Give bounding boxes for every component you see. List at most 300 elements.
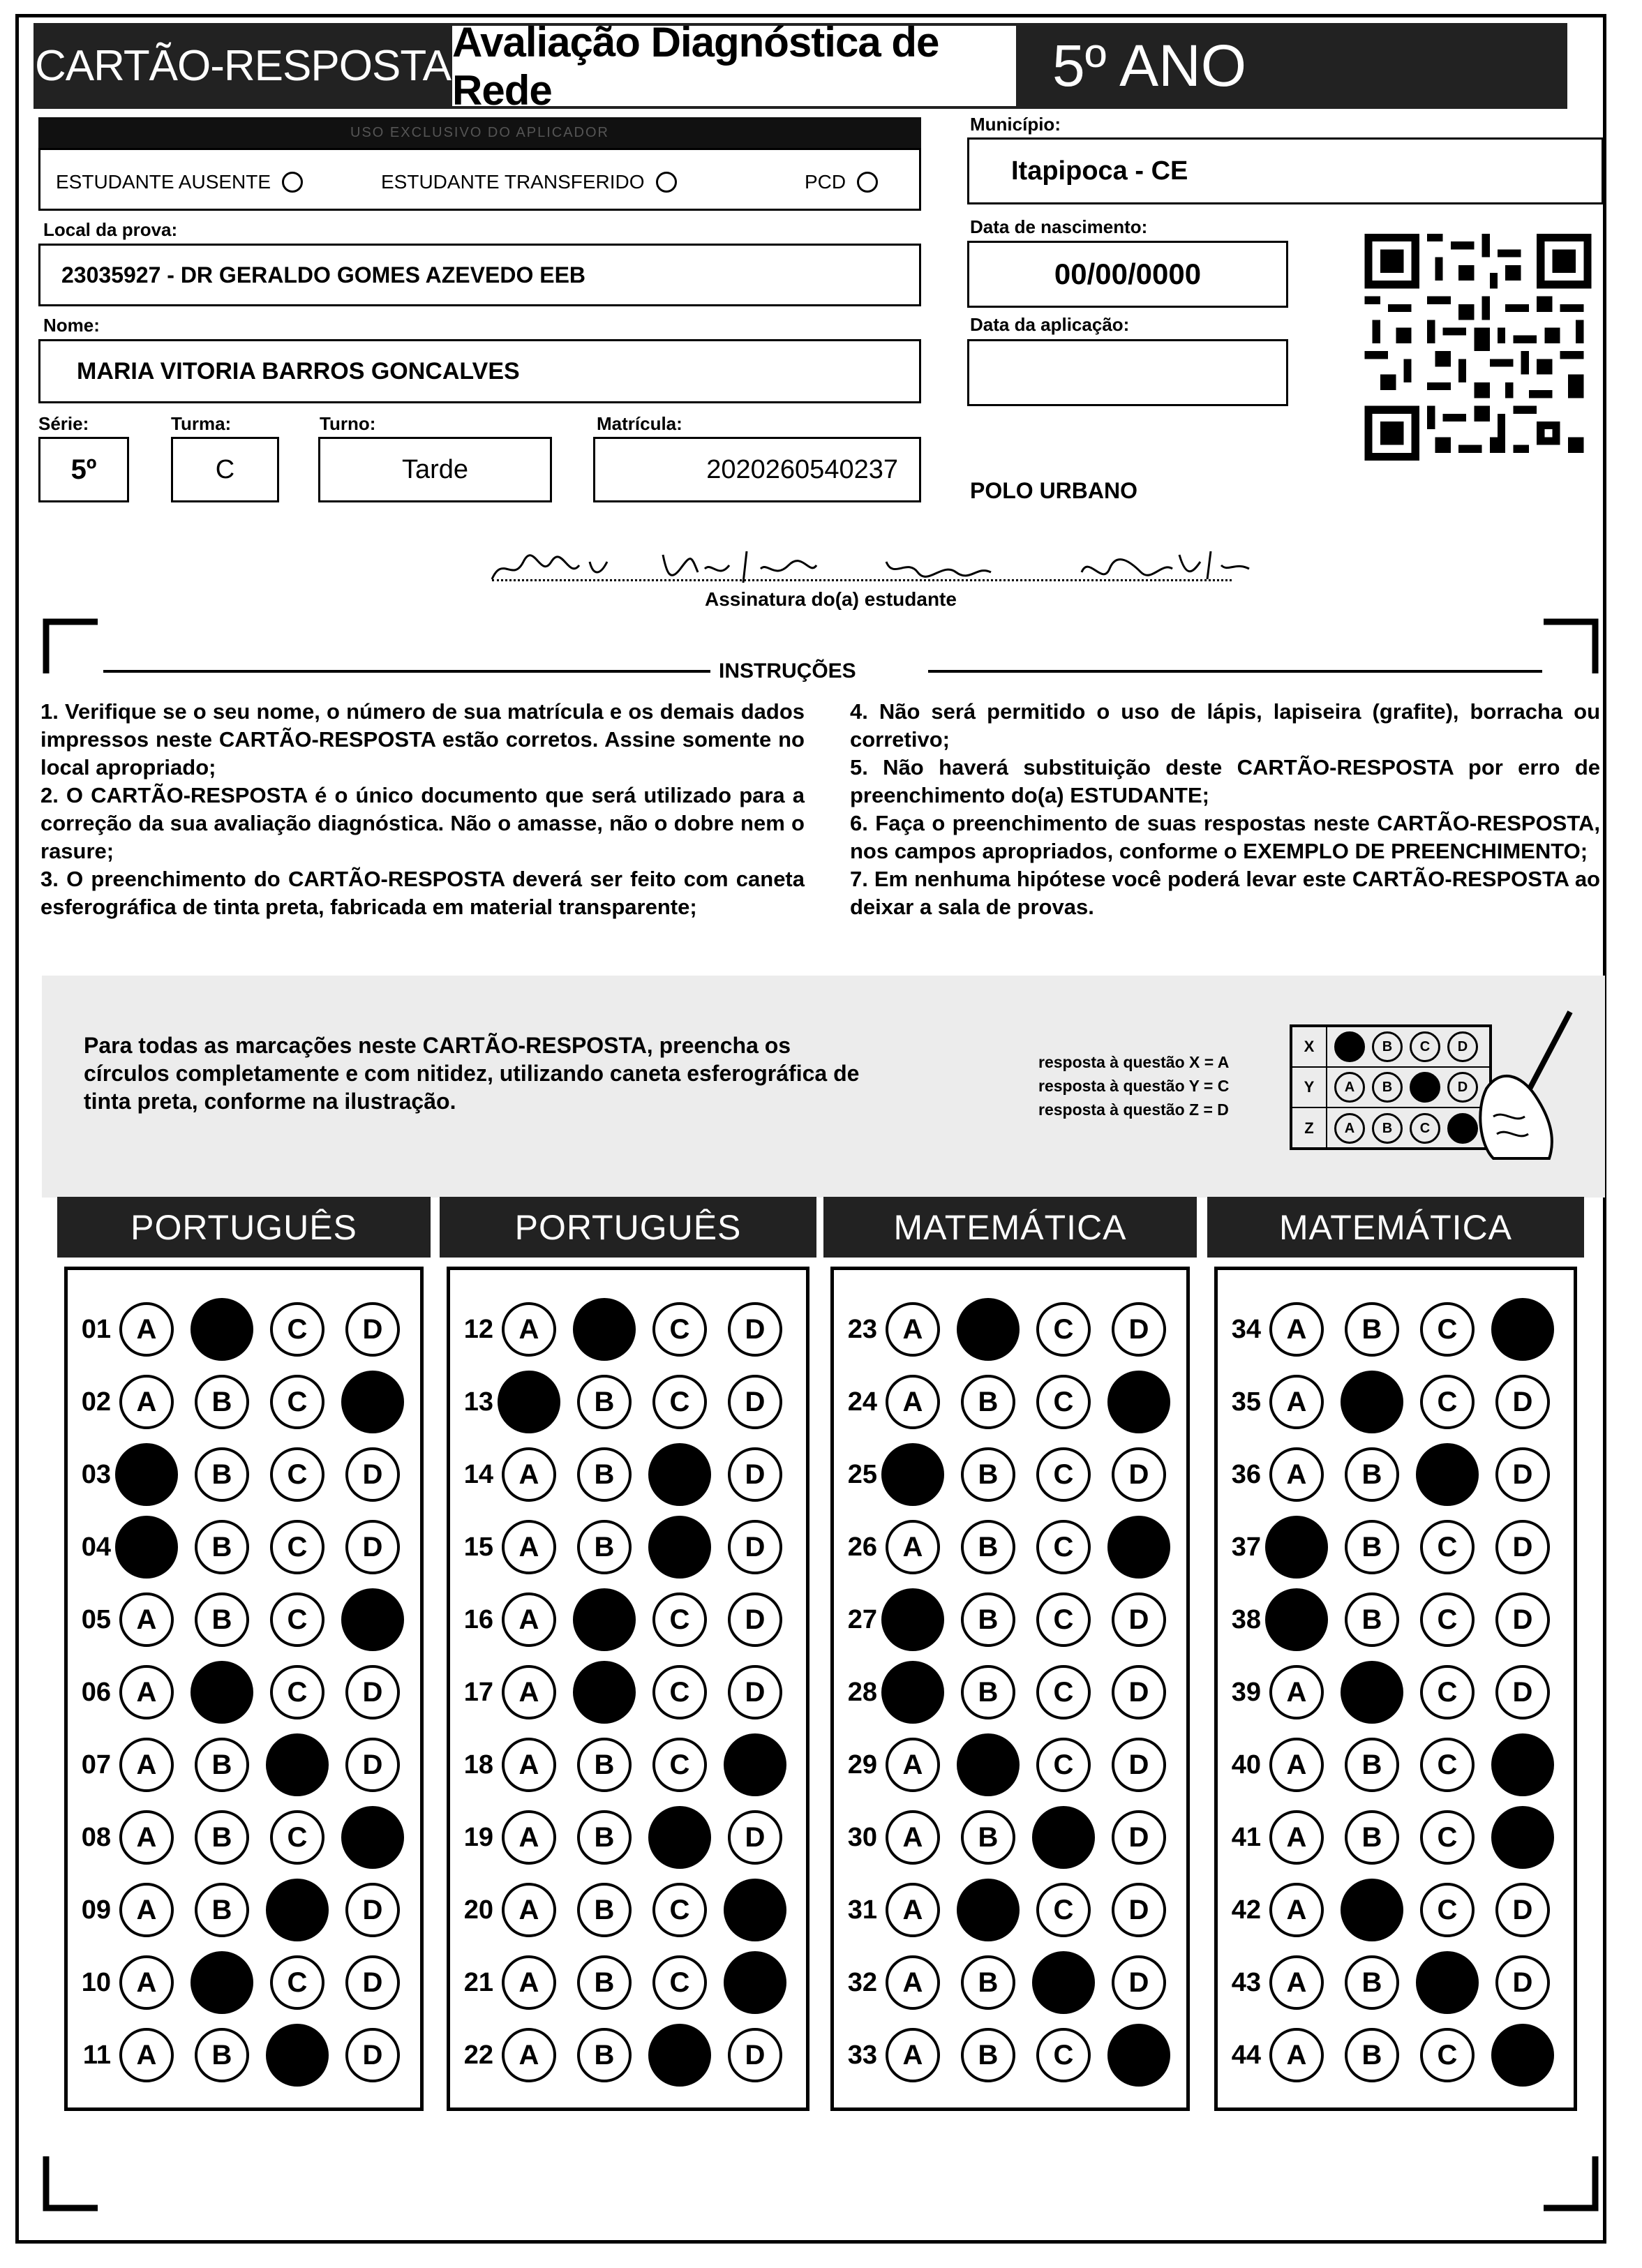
pcd-option[interactable] xyxy=(805,171,878,193)
answer-bubble-filled[interactable] xyxy=(1491,1733,1554,1796)
question-row xyxy=(834,2020,1187,2090)
absent-option[interactable] xyxy=(56,171,303,193)
answer-bubble[interactable]: D xyxy=(345,1665,400,1719)
applicator-strip: USO EXCLUSIVO DO APLICADOR xyxy=(38,117,921,149)
answer-bubble[interactable]: D xyxy=(1495,1520,1550,1574)
example-bubble: C xyxy=(1410,1031,1440,1062)
answer-bubble[interactable]: C xyxy=(1036,1738,1091,1792)
question-number: 36 xyxy=(1231,1459,1261,1489)
answer-bubble[interactable]: A xyxy=(119,1738,174,1792)
question-number: 16 xyxy=(463,1604,493,1634)
answer-bubble-filled[interactable] xyxy=(573,1588,636,1651)
question-number: 38 xyxy=(1231,1604,1261,1634)
answer-bubble[interactable]: A xyxy=(119,1665,174,1719)
polo-label: POLO URBANO xyxy=(970,478,1137,503)
answer-bubble[interactable]: C xyxy=(1036,1520,1091,1574)
answer-bubble[interactable]: B xyxy=(1345,1447,1399,1502)
answer-bubble[interactable]: A xyxy=(1269,2028,1324,2082)
answer-bubble[interactable]: C xyxy=(270,1520,324,1574)
example-bubble: B xyxy=(1372,1072,1403,1103)
corner-mark-top-left xyxy=(42,618,98,673)
instruction-6: 6. Faça o preenchimento de suas respostas neste CARTÃO-RESPOSTA, nos campos apropriados, conforme o EXEMPLO DE PREENCHIMENTO; xyxy=(850,811,1600,863)
answer-bubble[interactable]: D xyxy=(1112,1883,1166,1937)
answer-bubble[interactable]: A xyxy=(502,1955,556,2010)
answer-bubble[interactable]: C xyxy=(1036,1592,1091,1647)
corner-mark-bottom-left xyxy=(42,2156,98,2212)
answer-bubble[interactable]: C xyxy=(270,1375,324,1429)
answer-bubble-filled[interactable] xyxy=(1107,2024,1170,2087)
status-box xyxy=(38,148,921,211)
pcd-bubble[interactable] xyxy=(857,172,878,193)
answer-bubble-filled[interactable] xyxy=(648,1806,711,1869)
answer-bubble[interactable]: B xyxy=(577,1955,632,2010)
serie-label: Série: xyxy=(38,413,89,434)
example-row xyxy=(1292,1108,1489,1149)
answer-bubble[interactable]: D xyxy=(1495,1955,1550,2010)
question-row xyxy=(450,2020,803,2090)
municipio-label: Município: xyxy=(970,114,1061,135)
section-header: MATEMÁTICA xyxy=(1207,1197,1584,1258)
answer-bubble[interactable]: D xyxy=(1112,1592,1166,1647)
answer-bubble[interactable]: B xyxy=(961,1520,1015,1574)
answer-bubble-filled[interactable] xyxy=(266,1733,329,1796)
answer-bubble[interactable]: D xyxy=(345,1883,400,1937)
question-number: 04 xyxy=(81,1532,111,1562)
answer-bubble[interactable]: D xyxy=(728,1302,782,1357)
question-number: 40 xyxy=(1231,1750,1261,1780)
question-number: 17 xyxy=(463,1677,493,1707)
answer-bubble[interactable]: D xyxy=(1112,1447,1166,1502)
question-row xyxy=(834,1948,1187,2017)
answer-bubble[interactable]: B xyxy=(961,1955,1015,2010)
question-number: 01 xyxy=(81,1314,111,1344)
answer-bubble[interactable]: A xyxy=(886,1955,940,2010)
hand-pen-icon xyxy=(1472,1005,1577,1165)
question-number: 11 xyxy=(82,2040,111,2070)
example-text: Para todas as marcações neste CARTÃO-RESPOSTA, preencha os círculos completamente e com nitidez, utilizando caneta esferográfica de tinta preta, conforme na ilustração. xyxy=(84,1033,860,1114)
instruction-2: 2. O CARTÃO-RESPOSTA é o único documento que será utilizado para a correção da sua avaliação diagnóstica. Não o amasse, não o dobre nem o rasure; xyxy=(40,783,805,863)
answer-bubble[interactable]: A xyxy=(1269,1665,1324,1719)
answer-bubble-filled[interactable] xyxy=(498,1371,560,1433)
answer-bubble-filled[interactable] xyxy=(1107,1516,1170,1579)
answer-bubble[interactable]: A xyxy=(502,1520,556,1574)
answer-bubble[interactable]: A xyxy=(502,2028,556,2082)
answer-bubble-filled[interactable] xyxy=(1107,1371,1170,1433)
answer-bubble-filled[interactable] xyxy=(881,1661,944,1724)
answer-bubble[interactable]: C xyxy=(270,1810,324,1865)
question-number: 30 xyxy=(847,1822,877,1852)
question-row xyxy=(450,1875,803,1945)
answer-bubble[interactable]: C xyxy=(1036,2028,1091,2082)
answer-bubble-filled[interactable] xyxy=(1341,1879,1403,1941)
answer-bubble[interactable]: C xyxy=(1036,1665,1091,1719)
question-row xyxy=(450,1295,803,1364)
question-row xyxy=(68,1585,421,1655)
answer-bubble-filled[interactable] xyxy=(724,1951,786,2014)
answer-bubble[interactable]: B xyxy=(577,1447,632,1502)
instructions-left xyxy=(40,698,805,921)
instructions-title: INSTRUÇÕES xyxy=(719,659,856,682)
example-row xyxy=(1292,1068,1489,1108)
question-row xyxy=(450,1512,803,1582)
answer-bubble[interactable]: A xyxy=(1269,1447,1324,1502)
question-number: 37 xyxy=(1231,1532,1261,1562)
question-row xyxy=(834,1585,1187,1655)
answer-bubble[interactable]: A xyxy=(502,1810,556,1865)
turno-label: Turno: xyxy=(320,413,376,434)
answer-bubble[interactable]: A xyxy=(1269,1738,1324,1792)
example-bubble: B xyxy=(1372,1031,1403,1062)
question-row xyxy=(450,1440,803,1509)
answer-bubble[interactable]: A xyxy=(119,2028,174,2082)
answer-bubble[interactable]: B xyxy=(961,1592,1015,1647)
question-number: 18 xyxy=(463,1750,493,1780)
example-question-label: Z xyxy=(1292,1108,1327,1149)
answer-bubble-filled[interactable] xyxy=(266,1879,329,1941)
answer-bubble[interactable]: A xyxy=(1269,1375,1324,1429)
answer-bubble[interactable]: D xyxy=(1112,1738,1166,1792)
signature-label: Assinatura do(a) estudante xyxy=(705,588,957,610)
question-row xyxy=(1218,1440,1571,1509)
answer-bubble-filled[interactable] xyxy=(1032,1951,1095,2014)
question-row xyxy=(834,1440,1187,1509)
answer-bubble-filled[interactable] xyxy=(648,1516,711,1579)
answer-bubble[interactable]: D xyxy=(345,1520,400,1574)
transferred-label: ESTUDANTE TRANSFERIDO xyxy=(381,171,645,193)
example-table xyxy=(1290,1024,1492,1150)
answer-bubble[interactable]: B xyxy=(577,1883,632,1937)
answer-bubble-filled[interactable] xyxy=(191,1951,253,2014)
answer-bubble[interactable]: C xyxy=(1036,1302,1091,1357)
section-header: PORTUGUÊS xyxy=(57,1197,431,1258)
answer-bubble[interactable]: C xyxy=(652,1883,707,1937)
answer-bubble[interactable]: A xyxy=(886,1810,940,1865)
section-header: MATEMÁTICA xyxy=(823,1197,1197,1258)
question-number: 05 xyxy=(81,1604,111,1634)
answer-bubble[interactable]: D xyxy=(728,1665,782,1719)
answer-bubble[interactable]: D xyxy=(1495,1447,1550,1502)
answer-bubble[interactable]: D xyxy=(1112,1665,1166,1719)
question-row xyxy=(450,1803,803,1872)
answer-bubble-filled[interactable] xyxy=(881,1443,944,1506)
answer-bubble[interactable]: D xyxy=(728,2028,782,2082)
question-number: 34 xyxy=(1231,1314,1261,1344)
answer-bubble[interactable]: B xyxy=(195,1738,249,1792)
answer-bubble[interactable]: D xyxy=(728,1592,782,1647)
answer-bubble-filled[interactable] xyxy=(1416,1443,1479,1506)
answer-bubble-filled[interactable] xyxy=(341,1371,404,1433)
answer-bubble[interactable]: A xyxy=(1269,1810,1324,1865)
answer-bubble[interactable]: A xyxy=(1269,1883,1324,1937)
question-number: 28 xyxy=(847,1677,877,1707)
answer-bubble-filled[interactable] xyxy=(1032,1806,1095,1869)
answer-bubble[interactable]: A xyxy=(119,1375,174,1429)
question-row xyxy=(1218,1295,1571,1364)
answer-bubble[interactable]: A xyxy=(502,1447,556,1502)
answer-bubble-filled[interactable] xyxy=(191,1298,253,1361)
question-number: 32 xyxy=(847,1967,877,1997)
answer-bubble[interactable]: C xyxy=(1420,1665,1475,1719)
answer-bubble-filled[interactable] xyxy=(957,1733,1020,1796)
question-row xyxy=(1218,1803,1571,1872)
answer-bubble[interactable]: B xyxy=(195,1520,249,1574)
answer-bubble[interactable]: B xyxy=(961,1810,1015,1865)
question-number: 03 xyxy=(81,1459,111,1489)
card-title: CARTÃO-RESPOSTA xyxy=(33,23,452,109)
instructions-rule-left xyxy=(103,670,710,673)
answer-bubble-filled[interactable] xyxy=(648,2024,711,2087)
instruction-7: 7. Em nenhuma hipótese você poderá levar este CARTÃO-RESPOSTA ao deixar a sala de provas. xyxy=(850,867,1600,919)
answer-bubble-filled[interactable] xyxy=(191,1661,253,1724)
answer-grid xyxy=(447,1267,809,2111)
answer-bubble[interactable]: B xyxy=(1345,1955,1399,2010)
answer-bubble[interactable]: B xyxy=(1345,1592,1399,1647)
answer-bubble-filled[interactable] xyxy=(1265,1516,1328,1579)
answer-bubble[interactable]: D xyxy=(728,1520,782,1574)
answer-bubble-filled[interactable] xyxy=(115,1443,178,1506)
answer-bubble[interactable]: A xyxy=(886,1738,940,1792)
answer-bubble[interactable]: B xyxy=(1345,1810,1399,1865)
question-row xyxy=(834,1730,1187,1800)
answer-bubble[interactable]: B xyxy=(577,1810,632,1865)
answer-bubble-filled[interactable] xyxy=(957,1298,1020,1361)
aplicacao-field[interactable] xyxy=(967,339,1288,406)
answer-bubble[interactable]: B xyxy=(577,2028,632,2082)
question-row xyxy=(1218,1367,1571,1437)
question-number: 39 xyxy=(1231,1677,1261,1707)
answer-bubble[interactable]: A xyxy=(119,1883,174,1937)
example-line-z: resposta à questão Z = D xyxy=(1038,1101,1229,1119)
example-question-label: Y xyxy=(1292,1068,1327,1107)
answer-bubble[interactable]: C xyxy=(1036,1447,1091,1502)
question-row xyxy=(1218,1730,1571,1800)
answer-bubble[interactable]: B xyxy=(961,1375,1015,1429)
question-row xyxy=(1218,1657,1571,1727)
answer-bubble[interactable]: C xyxy=(652,1955,707,2010)
answer-bubble[interactable]: A xyxy=(119,1810,174,1865)
answer-grid xyxy=(1214,1267,1577,2111)
answer-bubble[interactable]: C xyxy=(270,1955,324,2010)
question-number: 29 xyxy=(847,1750,877,1780)
answer-bubble[interactable]: A xyxy=(886,1883,940,1937)
example-question-label: X xyxy=(1292,1027,1327,1066)
instruction-3: 3. O preenchimento do CARTÃO-RESPOSTA deverá ser feito com caneta esferográfica de tinta preta, fabricada em material transparente; xyxy=(40,867,805,919)
answer-bubble[interactable]: A xyxy=(502,1592,556,1647)
example-row xyxy=(1292,1027,1489,1068)
answer-bubble[interactable]: A xyxy=(886,2028,940,2082)
answer-bubble-filled[interactable] xyxy=(1491,2024,1554,2087)
answer-bubble[interactable]: C xyxy=(1420,1302,1475,1357)
pcd-label: PCD xyxy=(805,171,846,193)
answer-bubble[interactable]: B xyxy=(195,1810,249,1865)
answer-bubble[interactable]: A xyxy=(502,1883,556,1937)
absent-bubble[interactable] xyxy=(282,172,303,193)
answer-bubble[interactable]: D xyxy=(345,1447,400,1502)
example-line-y: resposta à questão Y = C xyxy=(1038,1077,1230,1095)
answer-bubble[interactable]: D xyxy=(1112,1810,1166,1865)
question-number: 15 xyxy=(463,1532,493,1562)
answer-bubble[interactable]: C xyxy=(1420,2028,1475,2082)
turma-label: Turma: xyxy=(171,413,232,434)
question-number: 09 xyxy=(81,1895,111,1925)
answer-bubble-filled[interactable] xyxy=(341,1806,404,1869)
answer-bubble-filled[interactable] xyxy=(724,1733,786,1796)
answer-bubble[interactable]: B xyxy=(195,1375,249,1429)
corner-mark-top-right xyxy=(1544,618,1599,673)
answer-bubble-filled[interactable] xyxy=(724,1879,786,1941)
answer-bubble[interactable]: C xyxy=(652,1302,707,1357)
answer-bubble[interactable]: A xyxy=(502,1738,556,1792)
answer-bubble[interactable]: B xyxy=(577,1520,632,1574)
turma-field: C xyxy=(171,437,279,502)
answer-bubble[interactable]: C xyxy=(1420,1810,1475,1865)
instructions-rule-right xyxy=(928,670,1542,673)
question-row xyxy=(1218,1948,1571,2017)
answer-bubble[interactable]: A xyxy=(1269,1955,1324,2010)
answer-bubble[interactable]: C xyxy=(270,1592,324,1647)
question-number: 02 xyxy=(81,1387,111,1417)
answer-bubble[interactable]: B xyxy=(195,2028,249,2082)
answer-bubble-filled[interactable] xyxy=(648,1443,711,1506)
answer-bubble[interactable]: D xyxy=(345,2028,400,2082)
answer-bubble[interactable]: B xyxy=(195,1592,249,1647)
answer-bubble-filled[interactable] xyxy=(573,1298,636,1361)
question-number: 42 xyxy=(1231,1895,1261,1925)
transferred-bubble[interactable] xyxy=(656,172,677,193)
question-number: 07 xyxy=(81,1750,111,1780)
answer-bubble[interactable]: A xyxy=(886,1375,940,1429)
answer-bubble[interactable]: C xyxy=(652,1665,707,1719)
question-number: 26 xyxy=(847,1532,877,1562)
exam-title: Avaliação Diagnóstica de Rede xyxy=(452,23,1016,109)
answer-bubble[interactable]: D xyxy=(1495,1592,1550,1647)
answer-bubble[interactable]: B xyxy=(961,1665,1015,1719)
answer-bubble[interactable]: D xyxy=(1495,1665,1550,1719)
answer-bubble[interactable]: B xyxy=(1345,1302,1399,1357)
answer-bubble[interactable]: B xyxy=(577,1738,632,1792)
answer-bubble[interactable]: D xyxy=(345,1302,400,1357)
question-row xyxy=(450,1657,803,1727)
answer-bubble[interactable]: C xyxy=(1420,1738,1475,1792)
answer-bubble-filled[interactable] xyxy=(1341,1371,1403,1433)
section-header: PORTUGUÊS xyxy=(440,1197,816,1258)
answer-bubble-filled[interactable] xyxy=(957,1879,1020,1941)
answer-bubble-filled[interactable] xyxy=(1416,1951,1479,2014)
question-row xyxy=(450,1367,803,1437)
answer-bubble[interactable]: C xyxy=(270,1447,324,1502)
answer-bubble-filled[interactable] xyxy=(881,1588,944,1651)
answer-bubble[interactable]: D xyxy=(728,1375,782,1429)
question-number: 35 xyxy=(1231,1387,1261,1417)
answer-bubble-filled[interactable] xyxy=(1341,1661,1403,1724)
question-number: 21 xyxy=(463,1967,493,1997)
answer-bubble[interactable]: D xyxy=(1112,1955,1166,2010)
answer-bubble[interactable]: B xyxy=(1345,2028,1399,2082)
example-bubble xyxy=(1334,1031,1365,1062)
answer-bubble-filled[interactable] xyxy=(266,2024,329,2087)
answer-bubble[interactable]: C xyxy=(1420,1592,1475,1647)
question-number: 24 xyxy=(847,1387,877,1417)
answer-bubble-filled[interactable] xyxy=(1265,1588,1328,1651)
answer-bubble[interactable]: D xyxy=(1112,1302,1166,1357)
question-number: 22 xyxy=(463,2040,493,2070)
question-row xyxy=(68,1295,421,1364)
answer-bubble[interactable]: D xyxy=(1495,1883,1550,1937)
answer-bubble[interactable]: B xyxy=(1345,1738,1399,1792)
question-row xyxy=(68,1440,421,1509)
question-row xyxy=(1218,1512,1571,1582)
answer-bubble[interactable]: B xyxy=(577,1375,632,1429)
example-bubble: D xyxy=(1447,1031,1478,1062)
answer-bubble[interactable]: B xyxy=(1345,1520,1399,1574)
answer-bubble-filled[interactable] xyxy=(573,1661,636,1724)
matricula-field: 2020260540237 xyxy=(593,437,921,502)
nascimento-field: 00/00/0000 xyxy=(967,241,1288,308)
question-number: 43 xyxy=(1231,1967,1261,1997)
question-number: 14 xyxy=(463,1459,493,1489)
answer-bubble[interactable]: C xyxy=(1420,1520,1475,1574)
question-row xyxy=(68,1512,421,1582)
answer-bubble[interactable]: A xyxy=(1269,1302,1324,1357)
answer-bubble[interactable]: D xyxy=(728,1810,782,1865)
answer-bubble[interactable]: D xyxy=(345,1955,400,2010)
answer-bubble[interactable]: A xyxy=(119,1592,174,1647)
answer-bubble[interactable]: C xyxy=(1420,1883,1475,1937)
question-row xyxy=(834,1295,1187,1364)
answer-bubble[interactable]: C xyxy=(652,1738,707,1792)
answer-bubble-filled[interactable] xyxy=(115,1516,178,1579)
answer-bubble[interactable]: A xyxy=(886,1302,940,1357)
answer-bubble-filled[interactable] xyxy=(1491,1298,1554,1361)
answer-bubble[interactable]: C xyxy=(652,1375,707,1429)
answer-bubble[interactable]: C xyxy=(270,1665,324,1719)
question-row xyxy=(68,1803,421,1872)
answer-bubble[interactable]: A xyxy=(119,1302,174,1357)
question-row xyxy=(68,1948,421,2017)
answer-bubble[interactable]: B xyxy=(195,1883,249,1937)
answer-bubble-filled[interactable] xyxy=(341,1588,404,1651)
answer-bubble[interactable]: B xyxy=(195,1447,249,1502)
answer-bubble[interactable]: C xyxy=(270,1302,324,1357)
answer-bubble[interactable]: A xyxy=(502,1665,556,1719)
example-bubble: C xyxy=(1410,1113,1440,1144)
answer-bubble[interactable]: C xyxy=(652,1592,707,1647)
grade-year: 5º ANO xyxy=(1016,23,1567,109)
answer-bubble[interactable]: D xyxy=(345,1738,400,1792)
transferred-option[interactable] xyxy=(381,171,677,193)
question-row xyxy=(450,1730,803,1800)
question-number: 13 xyxy=(463,1387,493,1417)
municipio-field: Itapipoca - CE xyxy=(967,137,1604,204)
answer-bubble[interactable]: A xyxy=(502,1302,556,1357)
answer-bubble[interactable]: A xyxy=(119,1955,174,2010)
answer-bubble[interactable]: B xyxy=(961,2028,1015,2082)
answer-bubble[interactable]: D xyxy=(1495,1375,1550,1429)
question-row xyxy=(68,2020,421,2090)
answer-bubble[interactable]: D xyxy=(728,1447,782,1502)
answer-bubble[interactable]: C xyxy=(1036,1883,1091,1937)
example-bubble: B xyxy=(1372,1113,1403,1144)
answer-bubble[interactable]: C xyxy=(1420,1375,1475,1429)
answer-bubble-filled[interactable] xyxy=(1491,1806,1554,1869)
answer-bubble[interactable]: C xyxy=(1036,1375,1091,1429)
name-label: Nome: xyxy=(43,315,100,336)
answer-bubble[interactable]: A xyxy=(886,1520,940,1574)
answer-bubble[interactable]: B xyxy=(961,1447,1015,1502)
question-row xyxy=(834,1367,1187,1437)
instructions-right xyxy=(850,698,1600,921)
question-row xyxy=(834,1803,1187,1872)
